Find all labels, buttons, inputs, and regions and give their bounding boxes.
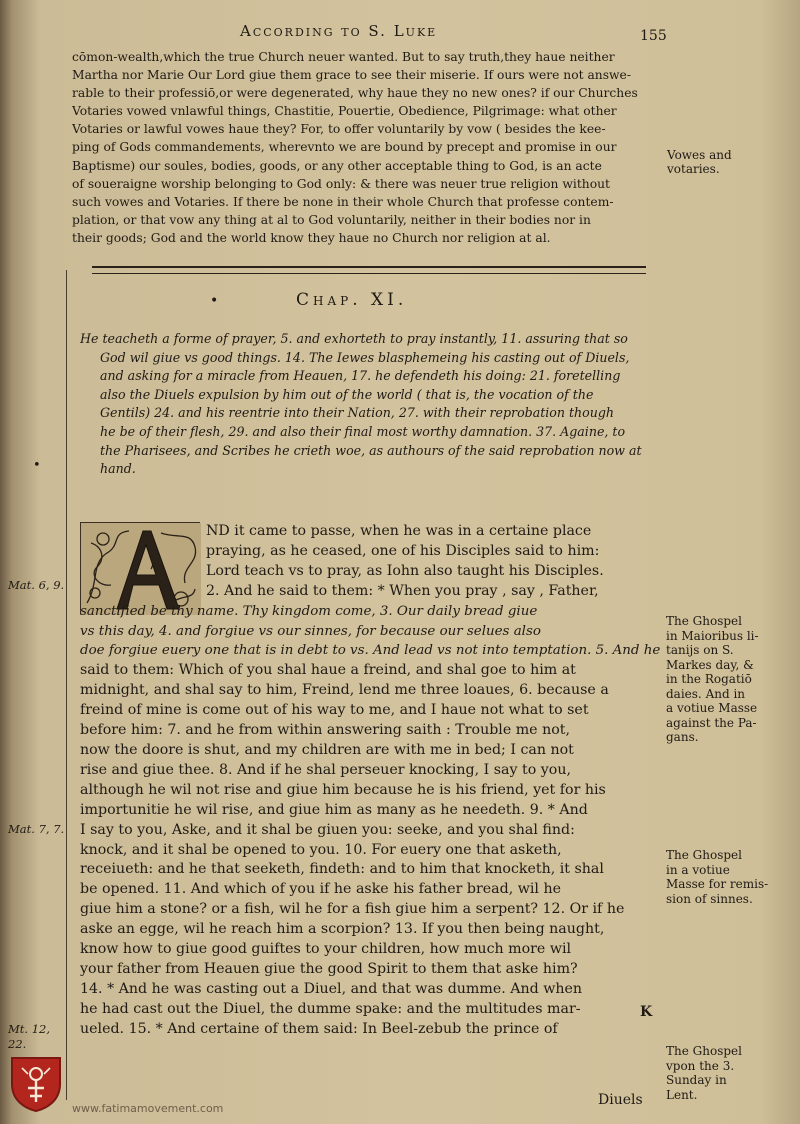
page-number: 155 [640,28,667,44]
verse-line: knock, and it shal be opened to you. 10. For euery one that asketh, [80,841,562,858]
verse-line: sanctified be thy name. Thy kingdom come, 3. Our daily bread giue [80,603,538,619]
verse-line: now the doore is shut, and my children are with me in bed; I can not [80,741,574,758]
text-line: plation, or that vow any thing at al to God voluntarily, neither in their bodies nor in [72,212,591,227]
argument-line: the Pharisees, and Scribes he crieth woe, as authours of the said reprobation now at [100,442,642,458]
verse-line: ND it came to passe, when he was in a certaine place [206,523,592,539]
chapter-argument [80,330,670,479]
text-line: Votaries vowed vnlawful things, Chastitie, Pouertie, Obedience, Pilgrimage: what other [72,104,617,119]
note-line: in the Rogatiō [666,672,752,686]
note-line: Masse for remis- [666,877,769,891]
note-line: against the Pa- [666,715,757,730]
liturgical-note [666,614,759,745]
chapter-heading: Chap. XI. [296,290,408,310]
verse-line: midnight, and shal say to him, Freind, lend me three loaues, 6. because a [80,682,609,699]
verse-line: aske an egge, wil he reach him a scorpion? 13. If you then being naught, [80,921,605,938]
argument-line: He teacheth a forme of prayer, 5. and exhorteth to pray instantly, 11. assuring that so [80,331,628,346]
verse-line: receiueth: and he that seeketh, findeth: and to him that knocketh, it shal [80,861,604,878]
watermark-link[interactable]: www.fatimamovement.com [72,1102,224,1115]
text-line: of soueraigne worship belonging to God only: & there was neuer true religion without [72,176,610,191]
verse-line: be opened. 11. And which of you if he aske his father bread, wil he [80,881,561,898]
note-line: vpon the 3. [666,1058,735,1073]
margin-note-vowes: Vowes and votaries. [667,148,732,176]
continued-annotation [72,48,672,247]
cross-reference: Mat. 7, 7. [8,822,65,836]
divider-rule [92,266,646,268]
divider-rule-thin [92,273,646,274]
verse-line: giue him a stone? or a fish, wil he for a fish giue him a serpent? 12. Or if he [80,901,625,918]
liturgical-note [666,1044,742,1102]
text-line: cōmon-wealth,which the true Church neuer wanted. But to say truth,they haue neither [72,50,615,64]
verse-line: rise and giue thee. 8. And if he shal perseuer knocking, I say to you, [80,761,571,778]
verse-line: freind of mine is come out of his way to me, and I haue not what to set [80,702,589,719]
liturgical-note [666,848,768,906]
verse-line: 2. And he said to them: * When you pray , say , Father, [206,582,599,599]
text-line: rable to their professiō,or were degenerated, why haue they no new ones? if our Churches [72,86,638,101]
fatima-shield-logo-icon[interactable] [8,1054,64,1112]
note-line: a votiue Masse [666,701,758,715]
argument-line: and asking for a miracle from Heauen, 17. he defendeth his doing: 21. foretelling [100,368,621,384]
argument-line: Gentils) 24. and his reentrie into their Nation, 27. with their reprobation though [100,405,615,421]
verse-line: before him: 7. and he from within answering saith : Trouble me not, [80,722,570,739]
text-line: such vowes and Votaries. If there be none in their whole Church that professe contem- [72,194,614,209]
argument-line: God wil giue vs good things. 14. The Iewes blasphemeing his casting out of Diuels, [100,349,630,365]
note-line: daies. And in [666,686,746,701]
note-line: The Ghospel [666,1044,742,1058]
verse-line: although he wil not rise and giue him because he is his friend, yet for his [80,781,606,798]
note-line: The Ghospel [666,614,742,628]
text-line: Votaries or lawful vowes haue they? For, to offer voluntarily by vow ( besides the kee- [72,122,606,137]
argument-line: he be of their flesh, 29. and also their final most worthy damnation. 37. Againe, to [100,423,626,439]
cross-reference: Mat. 6, 9. [8,578,65,592]
gospel-text [80,522,664,1040]
text-line: ping of Gods commandements, wherevnto we are bound by precept and promise in our [72,140,617,155]
cross-reference: Mt. 12, 22. [8,1022,50,1051]
section-mark: K [640,1004,653,1020]
verse-line: he had cast out the Diuel, the dumme spake: and the multitudes mar- [80,1000,581,1017]
verse-line: importunitie he wil rise, and giue him as many as he needeth. 9. * And [80,801,588,818]
margin-rule [66,270,67,1100]
argument-line: also the Diuels expulsion by him out of the world ( that is, the vocation of the [100,386,594,402]
verse-line: know how to giue good guiftes to your children, how much more wil [80,941,572,958]
argument-line: hand. [100,461,136,477]
verse-line: I say to you, Aske, and it shal be giuen you: seeke, and you shal find: [80,821,575,838]
note-line: Markes day, & [666,657,754,672]
note-line: Lent. [666,1087,698,1102]
running-title: According to S. Luke [240,22,438,40]
margin-dot: • [33,458,41,473]
note-line: gans. [666,730,699,744]
verse-line: said to them: Which of you shal haue a freind, and shal goe to him at [80,662,576,679]
note-line: in a votiue [666,862,730,877]
verse-line: 14. * And he was casting out a Diuel, and that was dumme. And when [80,980,583,997]
text-line: Baptisme) our soules, bodies, goods, or any other acceptable thing to God, is an acte [72,158,602,173]
verse-line: your father from Heauen giue the good Spirit to them that aske him? [80,960,578,977]
verse-line: vs this day, 4. and forgiue vs our sinnes, for because our selues also [80,623,541,639]
verse-line: praying, as he ceased, one of his Disciples said to him: [206,542,600,559]
catchword: Diuels [598,1092,643,1108]
text-line: their goods; God and the world know they haue no Church nor religion at al. [72,230,551,245]
note-line: sion of sinnes. [666,891,753,906]
verse-line: ueled. 15. * And certaine of them said: In Beel-zebub the prince of [80,1020,558,1037]
note-line: The Ghospel [666,848,742,862]
note-line: Sunday in [666,1073,727,1087]
note-line: in Maioribus li- [666,628,759,643]
note-line: tanijs on S. [666,643,734,657]
ornament-dot: • [210,293,219,309]
verse-line: doe forgiue euery one that is in debt to vs. And lead vs not into temptation. 5. And he [80,643,661,659]
verse-line: Lord teach vs to pray, as Iohn also taught his Disciples. [206,562,604,579]
text-line: Martha nor Marie Our Lord giue them grace to see their miserie. If ours were not answe- [72,68,631,83]
